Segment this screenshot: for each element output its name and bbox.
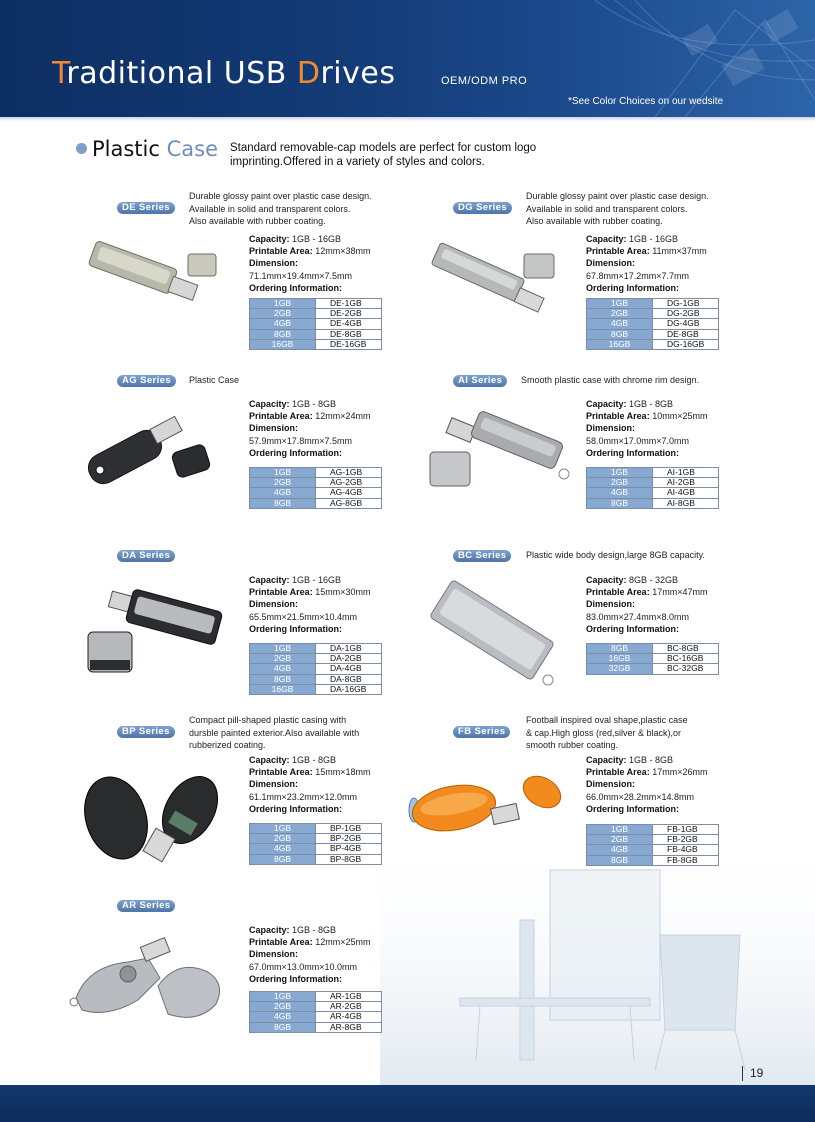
table-row: 32GB BC-32GB	[587, 664, 719, 674]
ag-usb-drive-image	[82, 412, 232, 492]
table-row: 8GB DE-8GB	[250, 329, 382, 339]
dg-usb-drive-image	[428, 240, 578, 330]
section-intro: Standard removable-cap models are perfect for custom logo imprinting.Offered in a variety of styles and colors.	[230, 142, 537, 168]
table-row: 4GB BP-4GB	[250, 844, 382, 854]
section-bullet-icon	[76, 143, 87, 154]
table-row: 1GB DA-1GB	[250, 644, 382, 654]
page-number: 19	[750, 1066, 764, 1080]
table-row: 1GB AR-1GB	[250, 992, 382, 1002]
ar-ordering-table	[249, 991, 382, 1033]
table-row: 8GB FB-8GB	[587, 855, 719, 865]
table-row: 4GB DA-4GB	[250, 664, 382, 674]
bc-specs: Capacity: 8GB - 32GB Printable Area: 17mm×47mm Dimension: 83.0mm×27.4mm×8.0mm Ordering Information:	[586, 575, 708, 634]
table-row: 1GB DE-1GB	[250, 299, 382, 309]
ag-specs: Capacity: 1GB - 8GB Printable Area: 12mm×24mm Dimension: 57.9mm×17.8mm×7.5mm Ordering Information:	[249, 399, 371, 458]
table-row: 8GB AR-8GB	[250, 1022, 382, 1032]
color-choices-note: *See Color Choices on our wedsite	[568, 96, 724, 107]
bc-ordering-table	[586, 643, 719, 675]
bp-ordering-table	[249, 823, 382, 865]
fb-specs: Capacity: 1GB - 8GB Printable Area: 17mm×26mm Dimension: 66.0mm×28.2mm×14.8mm Ordering Information:	[586, 755, 708, 814]
table-row: 16GB DG-16GB	[587, 339, 719, 349]
section-title: Plastic Case	[92, 137, 219, 161]
bc-series-badge: BC Series	[453, 550, 511, 562]
dg-series-badge: DG Series	[453, 202, 512, 214]
page-title: Traditional USB Drives	[52, 56, 396, 91]
table-row: 2GB AI-2GB	[587, 478, 719, 488]
dg-ordering-table	[586, 298, 719, 350]
de-series-description: Durable glossy paint over plastic case design. Available in solid and transparent colors. Also available with rubber coating.	[189, 191, 372, 226]
bp-series-description: Compact pill-shaped plastic casing with dursble painted exterior.Also available with rubberized coating.	[189, 715, 360, 750]
table-row: 4GB DG-4GB	[587, 319, 719, 329]
de-usb-drive-image	[82, 236, 232, 316]
table-row: 2GB AG-2GB	[250, 478, 382, 488]
da-specs: Capacity: 1GB - 16GB Printable Area: 15mm×30mm Dimension: 65.5mm×21.5mm×10.4mm Ordering Information:	[249, 575, 371, 634]
table-row: 8GB BC-8GB	[587, 644, 719, 654]
fb-ordering-table	[586, 824, 719, 866]
header-shadow	[0, 117, 815, 121]
de-series-badge: DE Series	[117, 202, 175, 214]
table-row: 2GB DA-2GB	[250, 654, 382, 664]
table-row: 1GB AG-1GB	[250, 468, 382, 478]
page-footer-bar	[0, 1085, 815, 1122]
table-row: 2GB AR-2GB	[250, 1002, 382, 1012]
ai-specs: Capacity: 1GB - 8GB Printable Area: 10mm×25mm Dimension: 58.0mm×17.0mm×7.0mm Ordering Information:	[586, 399, 708, 458]
table-row: 8GB BP-8GB	[250, 854, 382, 864]
de-specs: Capacity: 1GB - 16GB Printable Area: 12mm×38mm Dimension: 71.1mm×19.4mm×7.5mm Ordering Information:	[249, 234, 371, 293]
table-row: 16GB DE-16GB	[250, 339, 382, 349]
table-row: 2GB DE-2GB	[250, 309, 382, 319]
table-row: 2GB DG-2GB	[587, 309, 719, 319]
da-usb-drive-image	[82, 590, 232, 680]
fb-series-description: Football inspired oval shape,plastic case & cap.High gloss (red,silver & black),or smooth rubber coating.	[526, 715, 688, 750]
table-row: 16GB BC-16GB	[587, 654, 719, 664]
table-row: 4GB AR-4GB	[250, 1012, 382, 1022]
ai-series-badge: AI Series	[453, 375, 507, 387]
table-row: 1GB AI-1GB	[587, 468, 719, 478]
table-row: 4GB AG-4GB	[250, 488, 382, 498]
table-row: 8GB AG-8GB	[250, 498, 382, 508]
ai-series-description: Smooth plastic case with chrome rim design.	[521, 375, 700, 385]
bp-usb-drive-image	[78, 770, 238, 870]
table-row: 8GB DA-8GB	[250, 674, 382, 684]
table-row: 8GB AI-8GB	[587, 498, 719, 508]
table-row: 1GB DG-1GB	[587, 299, 719, 309]
ar-usb-drive-image	[68, 938, 238, 1028]
da-ordering-table	[249, 643, 382, 695]
bc-series-description: Plastic wide body design,large 8GB capacity.	[526, 550, 705, 560]
ai-usb-drive-image	[428, 408, 578, 498]
table-row: 2GB FB-2GB	[587, 835, 719, 845]
ag-series-badge: AG Series	[117, 375, 176, 387]
table-row: 4GB FB-4GB	[587, 845, 719, 855]
table-row: 8GB DE-8GB	[587, 329, 719, 339]
ag-ordering-table	[249, 467, 382, 509]
bp-specs: Capacity: 1GB - 8GB Printable Area: 15mm×18mm Dimension: 61.1mm×23.2mm×12.0mm Ordering Information:	[249, 755, 371, 814]
table-row: 2GB BP-2GB	[250, 834, 382, 844]
da-series-badge: DA Series	[117, 550, 175, 562]
fb-series-badge: FB Series	[453, 726, 510, 738]
ai-ordering-table	[586, 467, 719, 509]
oem-odm-label: OEM/ODM PRO	[441, 75, 528, 87]
fb-usb-drive-image	[406, 770, 576, 850]
ar-specs: Capacity: 1GB - 8GB Printable Area: 12mm×25mm Dimension: 67.0mm×13.0mm×10.0mm Ordering Information:	[249, 925, 371, 984]
table-row: 16GB DA-16GB	[250, 684, 382, 694]
bp-series-badge: BP Series	[117, 726, 175, 738]
bc-usb-drive-image	[424, 582, 574, 692]
table-row: 4GB DE-4GB	[250, 319, 382, 329]
page-number-divider	[742, 1066, 743, 1081]
dg-specs: Capacity: 1GB - 16GB Printable Area: 11mm×37mm Dimension: 67.8mm×17.2mm×7.7mm Ordering Information:	[586, 234, 707, 293]
ag-series-description: Plastic Case	[189, 375, 240, 385]
de-ordering-table	[249, 298, 382, 350]
table-row: 4GB AI-4GB	[587, 488, 719, 498]
table-row: 1GB FB-1GB	[587, 825, 719, 835]
ar-series-badge: AR Series	[117, 900, 175, 912]
table-row: 1GB BP-1GB	[250, 824, 382, 834]
page-header	[0, 0, 815, 117]
dg-series-description: Durable glossy paint over plastic case design. Available in solid and transparent colors. Also available with rubber coating.	[526, 191, 709, 226]
